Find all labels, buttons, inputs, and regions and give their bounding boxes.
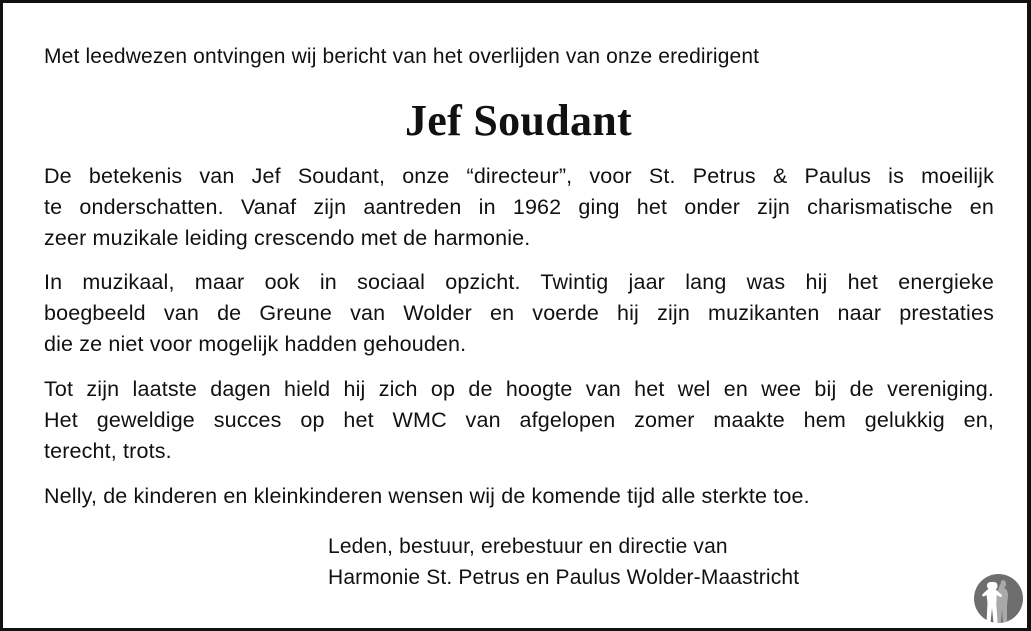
signature-block <box>328 531 799 593</box>
paragraph-line: In muzikaal, maar ook in sociaal opzicht. Twintig jaar lang was hij het energieke <box>44 270 994 294</box>
signature-line: Harmonie St. Petrus en Paulus Wolder-Maastricht <box>328 566 800 589</box>
deceased-name: Jef Soudant <box>404 96 633 145</box>
paragraph-line: te onderschatten. Vanaf zijn aantreden in 1962 ging het onder zijn charismatische en <box>44 195 994 219</box>
paragraph-line: zeer muzikale leiding crescendo met de harmonie. <box>44 226 531 250</box>
paragraph-4 <box>44 481 994 512</box>
paragraph-line: boegbeeld van de Greune van Wolder en voerde hij zijn muzikanten naar prestaties <box>44 301 994 325</box>
paragraph-line: De betekenis van Jef Soudant, onze “directeur”, voor St. Petrus & Paulus is moeilijk <box>44 164 994 188</box>
paragraph-line: Het geweldige succes op het WMC van afgelopen zomer maakte hem gelukkig en, <box>44 408 994 432</box>
intro-text: Met leedwezen ontvingen wij bericht van het overlijden van onze eredirigent <box>44 45 760 68</box>
signature-line: Leden, bestuur, erebestuur en directie van <box>328 535 728 558</box>
paragraph-3 <box>44 374 994 467</box>
paragraph-2 <box>44 267 994 360</box>
paragraph-line: terecht, trots. <box>44 439 172 463</box>
embracing-figures-icon <box>974 574 1023 623</box>
paragraph-line: die ze niet voor mogelijk hadden gehouden. <box>44 332 467 356</box>
paragraph-line: Nelly, de kinderen en kleinkinderen wensen wij de komende tijd alle sterkte toe. <box>44 484 810 508</box>
paragraph-1 <box>44 161 994 254</box>
paragraph-line: Tot zijn laatste dagen hield hij zich op de hoogte van het wel en wee bij de vereniging. <box>44 377 994 401</box>
